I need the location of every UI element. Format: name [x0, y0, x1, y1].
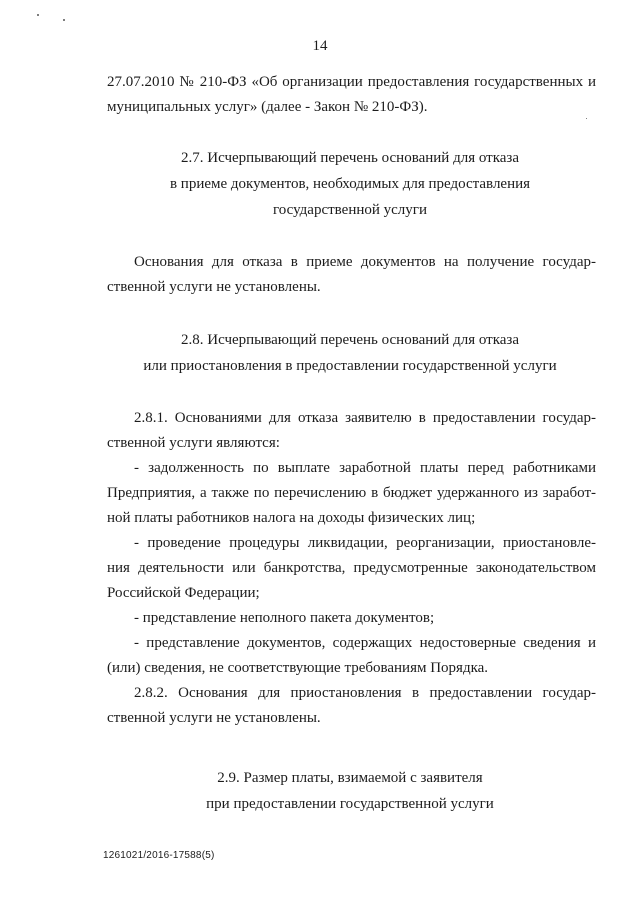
text-line: ния деятельности или банкротства, предусмотренные законодательством — [107, 560, 596, 576]
text-line: 2.8.2. Основания для приостановления в предоставлении государ- — [134, 685, 596, 701]
text-line: ственной услуги являются: — [107, 435, 280, 451]
heading-line: 2.7. Исчерпывающий перечень оснований для отказа — [181, 150, 519, 166]
heading-line: 2.9. Размер платы, взимаемой с заявителя — [217, 770, 483, 786]
section-2-8-body — [107, 406, 596, 731]
text-line: Основания для отказа в приеме документов на получение государ- — [134, 254, 596, 270]
text-line: ственной услуги не установлены. — [107, 279, 321, 295]
heading-line: государственной услуги — [273, 202, 427, 218]
section-2-8-heading — [100, 327, 600, 379]
page-number: 14 — [312, 38, 328, 54]
text-line: Российской Федерации; — [107, 585, 260, 601]
text-line: ственной услуги не установлены. — [107, 710, 321, 726]
text-line: - задолженность по выплате заработной платы перед работниками — [134, 460, 596, 476]
text-line: - представление неполного пакета документов; — [134, 610, 435, 626]
section-2-7-body — [107, 250, 596, 300]
document-footer-code: 1261021/2016-17588(5) — [103, 850, 215, 861]
scan-speck — [37, 14, 39, 16]
text-line: Предприятия, а также по перечислению в бюджет удержанного из заработ- — [107, 485, 596, 501]
text-line: муниципальных услуг» (далее - Закон № 210-ФЗ). — [107, 99, 428, 115]
text-line: ной платы работников налога на доходы физических лиц; — [107, 510, 476, 526]
text-line: - представление документов, содержащих недостоверные сведения и — [134, 635, 596, 651]
scan-speck — [63, 19, 65, 21]
heading-line: при предоставлении государственной услуги — [206, 796, 494, 812]
text-line: 2.8.1. Основаниями для отказа заявителю в предоставлении государ- — [134, 410, 596, 426]
heading-line: или приостановления в предоставлении государственной услуги — [143, 358, 557, 374]
section-2-7-heading — [100, 145, 600, 223]
text-line: - проведение процедуры ликвидации, реорганизации, приостановле- — [134, 535, 596, 551]
section-2-9-heading — [100, 765, 600, 817]
text-line: 27.07.2010 № 210-ФЗ «Об организации предоставления государственных и — [107, 74, 596, 90]
text-line: (или) сведения, не соответствующие требованиям Порядка. — [107, 660, 489, 676]
heading-line: в приеме документов, необходимых для предоставления — [169, 176, 531, 192]
heading-line: 2.8. Исчерпывающий перечень оснований для отказа — [181, 332, 519, 348]
intro-paragraph — [107, 70, 596, 120]
